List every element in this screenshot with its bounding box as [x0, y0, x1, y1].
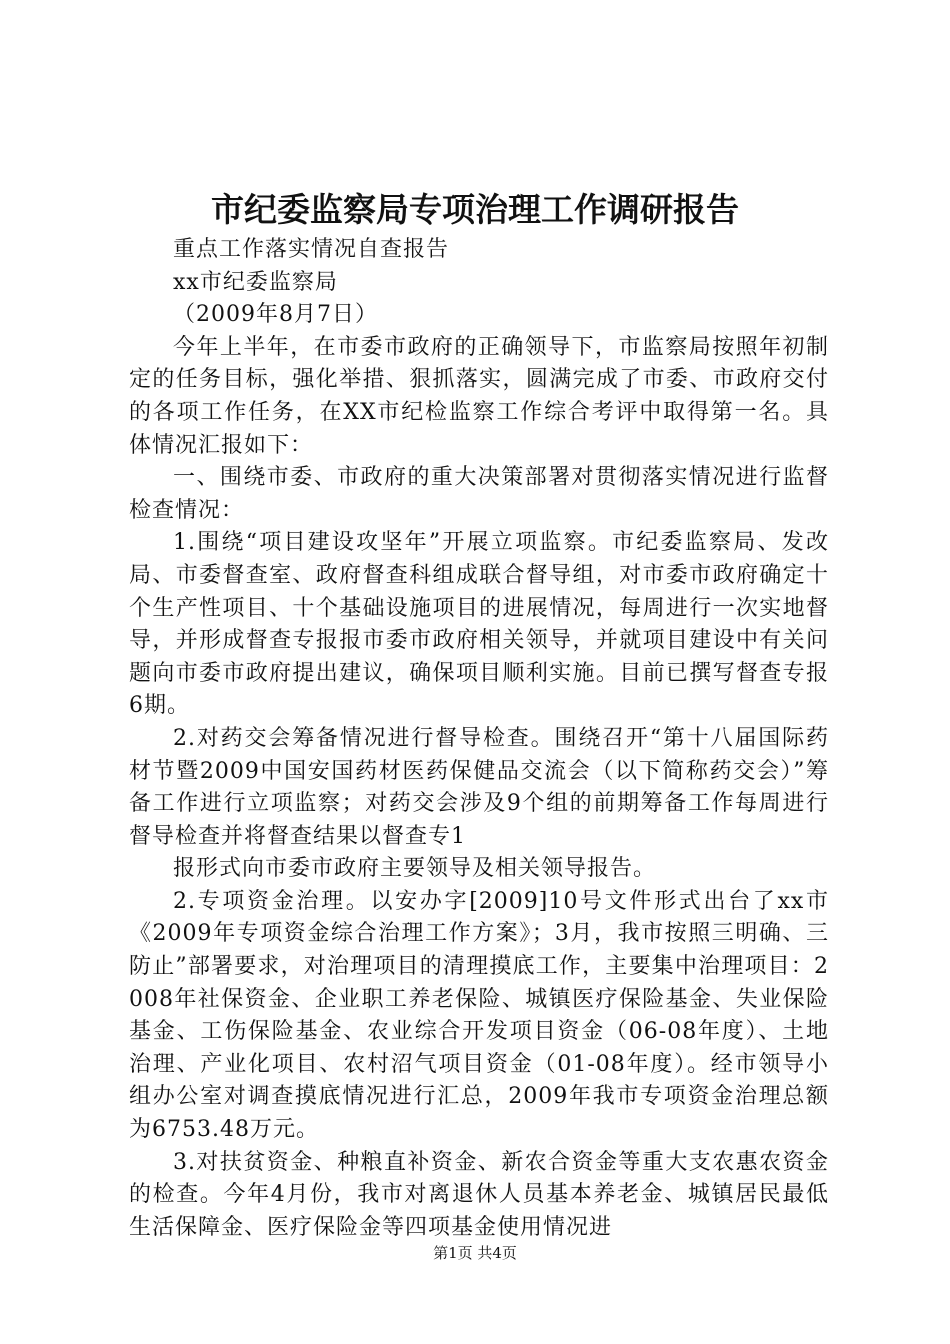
paragraph-date: （2009年8月7日）	[173, 302, 378, 328]
paragraph-item-project-supervision: 1.围绕“项目建设攻坚年”开展立项监察。市纪委监察局、发改局、市委督查室、政府督查科组成联合督导组，对市委市政府确定十个生产性项目、十个基础设施项目的进展情况，每周进行一次实地督导，并形成督查专报报市委市政府相关领导，并就项目建设中有关问题向市委市政府提出建议，确保项目顺利实施。目前已撰写督查专报6期。	[129, 530, 829, 719]
paragraph-subtitle: 重点工作落实情况自查报告	[173, 237, 450, 262]
paragraph-section-one-heading: 一、围绕市委、市政府的重大决策部署对贯彻落实情况进行监督检查情况：	[129, 465, 829, 523]
document-title: 市纪委监察局专项治理工作调研报告	[211, 190, 739, 229]
paragraph-intro: 今年上半年，在市委市政府的正确领导下，市监察局按照年初制定的任务目标，强化举措、狠抓落实，圆满完成了市委、市政府交付的各项工作任务，在XX市纪检监察工作综合考评中取得第一名。具体情况汇报如下：	[129, 334, 829, 458]
paragraph-item-special-funds: 2.专项资金治理。以安办字[2009]10号文件形式出台了xx市《2009年专项资金综合治理工作方案》；3月，我市按照三明确、三防止”部署要求，对治理项目的清理摸底工作，主要集中治理项目：2008年社保资金、企业职工养老保险、城镇医疗保险基金、失业保险基金、工伤保险基金、农业综合开发项目资金（06-08年度）、土地治理、产业化项目、农村沼气项目资金（01-08年度）。经市领导小组办公室对调查摸底情况进行汇总，2009年我市专项资金治理总额为6753.48万元。	[129, 888, 829, 1143]
document-body	[129, 234, 829, 1244]
paragraph-item-agricultural-funds: 3.对扶贫资金、种粮直补资金、新农合资金等重大支农惠农资金的检查。今年4月份，我市对离退休人员基本养老金、城镇居民最低生活保障金、医疗保险金等四项基金使用情况进	[129, 1149, 829, 1240]
page-footer: 第1页 共4页	[433, 1244, 517, 1262]
paragraph-item-medicine-fair: 2.对药交会筹备情况进行督导检查。围绕召开“第十八届国际药材节暨2009中国安国药材医药保健品交流会（以下简称药交会）”筹备工作进行立项监察；对药交会涉及9个组的前期筹备工作每周进行督导检查并将督查结果以督查专1	[129, 725, 829, 849]
paragraph-item-medicine-fair-continued: 报形式向市委市政府主要领导及相关领导报告。	[173, 856, 657, 882]
paragraph-author: xx市纪委监察局	[173, 269, 338, 295]
